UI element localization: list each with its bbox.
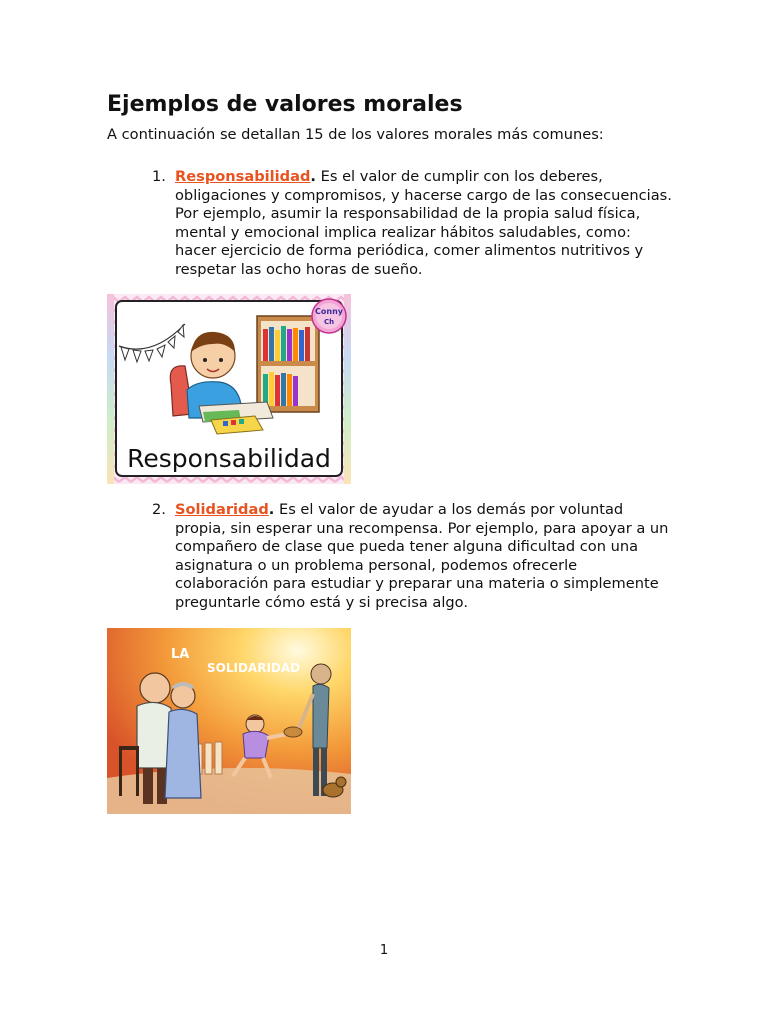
item-description: Es el valor de cumplir con los deberes, obligaciones y compromisos, y hacerse cargo de las consecuencias. Por ejemplo, asumir la responsabilidad de la propia salud física, mental y emocional implica realizar hábitos saludables, como: hacer ejercicio de forma periódica, comer alimentos nutritivos y respetar las ocho horas de sueño. bbox=[175, 168, 672, 278]
image-caption-line2: SOLIDARIDAD bbox=[207, 661, 301, 675]
list-number: 2. bbox=[152, 501, 166, 518]
badge-text-line1: Conny bbox=[315, 307, 343, 316]
image-caption: Responsabilidad bbox=[127, 444, 331, 473]
list-item-body bbox=[175, 168, 672, 279]
list-item-body bbox=[175, 501, 672, 612]
responsabilidad-illustration bbox=[107, 294, 351, 484]
term-link-responsabilidad[interactable]: Responsabilidad bbox=[175, 168, 311, 185]
list-item-solidaridad bbox=[152, 501, 672, 612]
page-title: Ejemplos de valores morales bbox=[107, 92, 463, 117]
list-item-responsabilidad bbox=[152, 168, 672, 279]
list-number: 1. bbox=[152, 168, 166, 185]
item-description: Es el valor de ayudar a los demás por voluntad propia, sin esperar una recompensa. Por ejemplo, para apoyar a un compañero de clase que pueda tener alguna dificultad con una asignatura o un problema personal, podemos ofrecerle colaboración para estudiar y preparar una materia o simplemente preguntarle cómo está y si precisa algo. bbox=[175, 501, 669, 611]
image-caption-line1: LA bbox=[171, 647, 190, 662]
term-period: . bbox=[268, 501, 275, 518]
term-period: . bbox=[310, 168, 316, 185]
intro-paragraph: A continuación se detallan 15 de los valores morales más comunes: bbox=[107, 126, 604, 143]
term-link-solidaridad[interactable]: Solidaridad bbox=[175, 501, 269, 518]
page-number: 1 bbox=[379, 943, 389, 958]
solidaridad-illustration bbox=[107, 628, 351, 814]
badge-text-line2: Ch bbox=[323, 318, 335, 326]
